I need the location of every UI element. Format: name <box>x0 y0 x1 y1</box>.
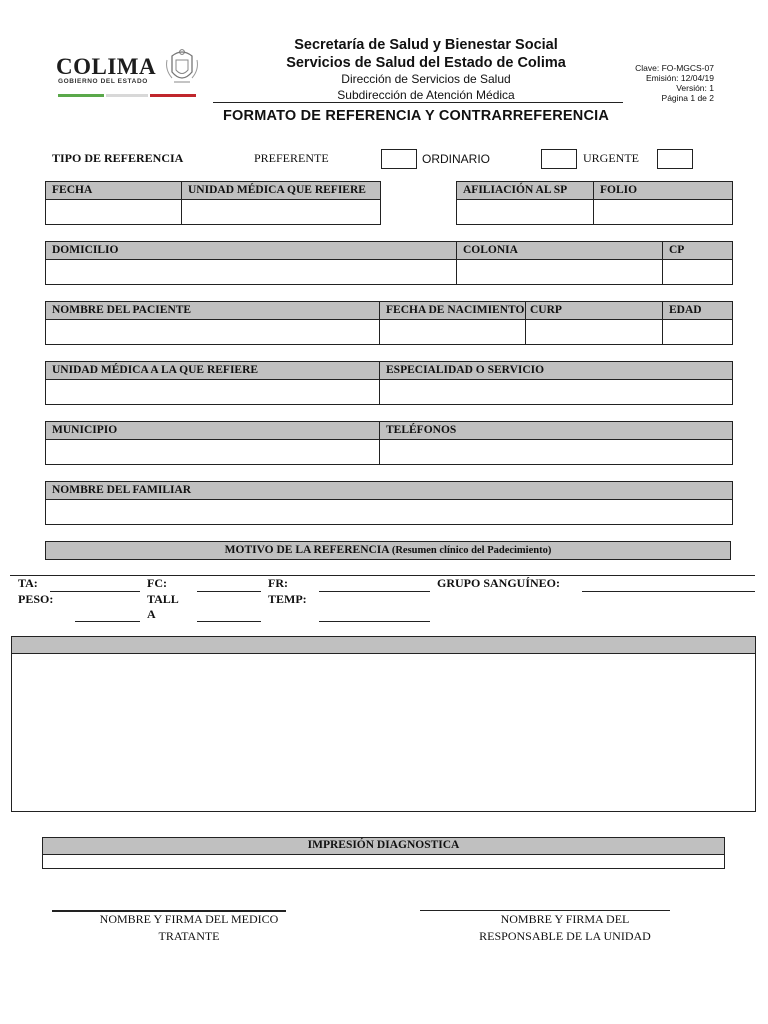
domicilio-header: DOMICILIO <box>46 242 457 260</box>
afiliacion-field[interactable] <box>457 200 594 224</box>
talla-label-line2: A <box>147 607 156 621</box>
fc-label: FC: <box>147 576 167 590</box>
resumen-clinico-header <box>12 637 755 654</box>
ta-label: TA: <box>18 576 38 590</box>
colima-logo <box>56 52 206 100</box>
motivo-title: MOTIVO DE LA REFERENCIA <box>224 544 389 556</box>
ta-field[interactable] <box>50 591 140 592</box>
telefonos-header: TELÉFONOS <box>380 422 732 440</box>
fr-field[interactable] <box>319 591 430 592</box>
folio-field[interactable] <box>594 200 732 224</box>
grupo-sanguineo-field[interactable] <box>582 591 755 592</box>
cp-header: CP <box>663 242 732 260</box>
colonia-header: COLONIA <box>457 242 663 260</box>
unidad-refiere-field[interactable] <box>182 200 380 224</box>
motivo-referencia-bar <box>45 541 731 560</box>
doc-metadata <box>635 63 714 103</box>
fecha-nacimiento-field[interactable] <box>380 320 526 344</box>
header-direccion: Dirección de Servicios de Salud <box>341 72 511 86</box>
domicilio-field[interactable] <box>46 260 457 284</box>
impresion-diagnostica-box <box>42 837 725 869</box>
edad-header: EDAD <box>663 302 732 320</box>
domicilio-block <box>45 241 733 285</box>
municipio-block <box>45 421 733 465</box>
colonia-field[interactable] <box>457 260 663 284</box>
coat-of-arms-icon <box>164 46 200 88</box>
municipio-header: MUNICIPIO <box>46 422 380 440</box>
header-rule <box>213 102 623 103</box>
ordinario-checkbox[interactable] <box>541 149 577 169</box>
edad-field[interactable] <box>663 320 732 344</box>
especialidad-field[interactable] <box>380 380 732 404</box>
fr-label: FR: <box>268 576 288 590</box>
resumen-clinico-box <box>11 636 756 812</box>
doc-emision: Emisión: 12/04/19 <box>645 73 714 83</box>
firma-responsable-line1: NOMBRE Y FIRMA DEL <box>500 912 630 926</box>
form-title: FORMATO DE REFERENCIA Y CONTRARREFERENCIA <box>222 108 610 124</box>
fecha-header: FECHA <box>46 182 182 200</box>
municipio-field[interactable] <box>46 440 380 464</box>
unidad-destino-block <box>45 361 733 405</box>
curp-header: CURP <box>526 302 663 320</box>
cp-field[interactable] <box>663 260 732 284</box>
peso-label: PESO: <box>18 592 54 606</box>
folio-header: FOLIO <box>594 182 732 200</box>
unidad-refiere-header: UNIDAD MÉDICA QUE REFIERE <box>182 182 380 200</box>
logo-green-bar <box>58 94 104 97</box>
afiliacion-folio-block <box>456 181 733 225</box>
tipo-referencia-label: TIPO DE REFERENCIA <box>52 151 184 165</box>
telefonos-field[interactable] <box>380 440 732 464</box>
fecha-unidad-block <box>45 181 381 225</box>
resumen-clinico-field[interactable] <box>12 654 755 811</box>
firma-medico-line2: TRATANTE <box>158 929 220 943</box>
firma-medico-line1: NOMBRE Y FIRMA DEL MEDICO <box>99 912 279 926</box>
motivo-subtitle: (Resumen clínico del Padecimiento) <box>391 545 552 556</box>
header-servicios: Servicios de Salud del Estado de Colima <box>286 55 566 71</box>
logo-red-bar <box>150 94 196 97</box>
temp-field[interactable] <box>319 621 430 622</box>
vitals-top-rule <box>10 575 755 576</box>
firma-medico-label <box>52 911 326 945</box>
familiar-header: NOMBRE DEL FAMILIAR <box>46 482 732 500</box>
urgente-checkbox[interactable] <box>657 149 693 169</box>
temp-label: TEMP: <box>268 592 307 606</box>
impresion-diagnostica-header: IMPRESIÓN DIAGNOSTICA <box>43 838 724 855</box>
doc-version: Versión: 1 <box>676 83 714 93</box>
curp-field[interactable] <box>526 320 663 344</box>
familiar-block <box>45 481 733 525</box>
fecha-nacimiento-header: FECHA DE NACIMIENTO <box>380 302 526 320</box>
doc-clave: Clave: FO-MGCS-07 <box>635 63 714 73</box>
fc-field[interactable] <box>197 591 261 592</box>
header-secretaria: Secretaría de Salud y Bienestar Social <box>294 37 558 53</box>
unidad-a-field[interactable] <box>46 380 380 404</box>
logo-gray-bar <box>106 94 148 97</box>
paciente-block <box>45 301 733 345</box>
nombre-paciente-field[interactable] <box>46 320 380 344</box>
logo-subtitle: GOBIERNO DEL ESTADO <box>58 78 148 85</box>
logo-wordmark: COLIMA <box>56 54 157 79</box>
fecha-field[interactable] <box>46 200 182 224</box>
unidad-a-header: UNIDAD MÉDICA A LA QUE REFIERE <box>46 362 380 380</box>
afiliacion-header: AFILIACIÓN AL SP <box>457 182 594 200</box>
doc-pagina: Página 1 de 2 <box>661 93 714 103</box>
nombre-paciente-header: NOMBRE DEL PACIENTE <box>46 302 380 320</box>
firma-responsable-line2: RESPONSABLE DE LA UNIDAD <box>479 929 651 943</box>
ordinario-label: ORDINARIO <box>422 152 491 166</box>
familiar-field[interactable] <box>46 500 732 524</box>
especialidad-header: ESPECIALIDAD O SERVICIO <box>380 362 732 380</box>
preferente-label: PREFERENTE <box>254 151 329 165</box>
header-subdireccion: Subdirección de Atención Médica <box>337 88 515 102</box>
urgente-label: URGENTE <box>583 151 639 165</box>
talla-label-line1: TALL <box>147 592 179 606</box>
grupo-sanguineo-label: GRUPO SANGUÍNEO: <box>437 576 561 590</box>
impresion-diagnostica-field[interactable] <box>43 855 724 868</box>
peso-field[interactable] <box>75 621 140 622</box>
preferente-checkbox[interactable] <box>381 149 417 169</box>
talla-field[interactable] <box>197 621 261 622</box>
firma-responsable-label <box>450 911 680 945</box>
